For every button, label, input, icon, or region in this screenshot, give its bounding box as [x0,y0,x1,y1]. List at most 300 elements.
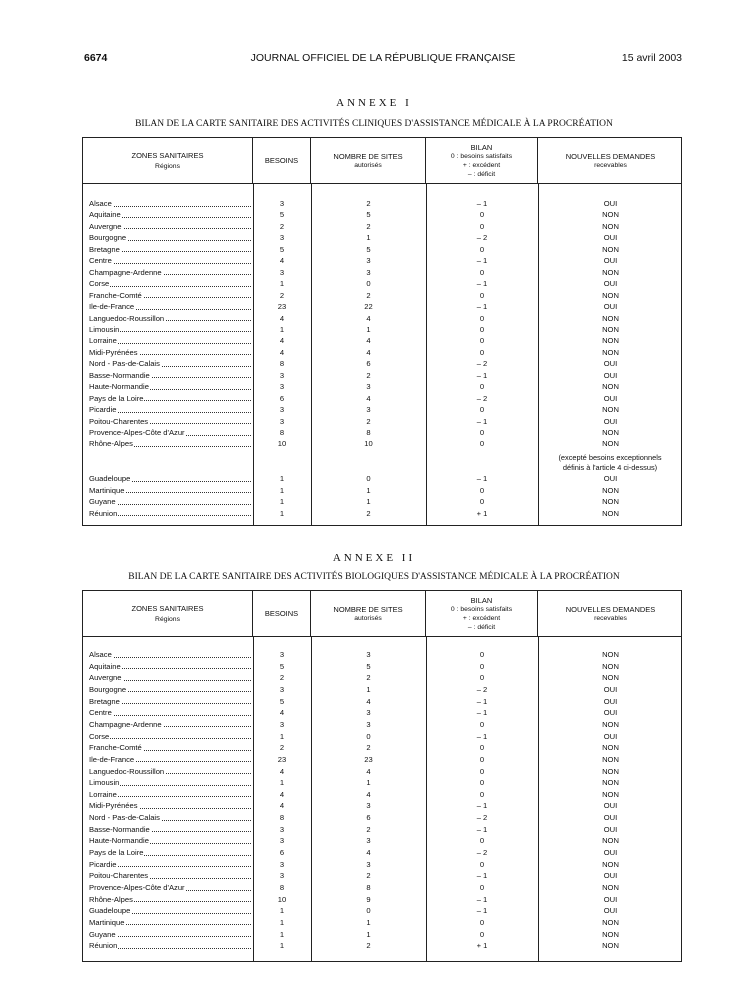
demandes-cell: NON [602,754,619,764]
demandes-cell: NON [602,650,619,659]
region-cell [89,473,251,485]
besoins-cell: 1 [279,485,285,495]
table-row [83,496,681,508]
header-demandes-line: NOUVELLES DEMANDES [565,604,656,614]
sites-cell: 9 [366,894,371,904]
region-cell [89,742,251,754]
demandes-cell: OUI [603,684,618,694]
table-row [83,894,681,906]
region-name: Franche-Comté [89,743,142,753]
annex-1-subtitle: BILAN DE LA CARTE SANITAIRE DES ACTIVITÉS CLINIQUES D'ASSISTANCE MÉDICALE À LA PROCRÉATION [135,119,613,129]
table-row [83,707,681,719]
dot-leader [89,738,251,739]
bilan-cell: – 1 [476,731,488,741]
besoins-cell: 1 [279,324,285,334]
demandes-cell: OUI [603,696,618,706]
besoins-cell: 3 [279,416,285,426]
table-row [83,427,681,439]
region-cell [89,335,251,347]
demandes-cell: OUI [603,871,618,881]
publication-date: 15 avril 2003 [621,52,682,64]
sites-cell: 5 [366,661,371,671]
sites-cell: 1 [366,684,371,694]
demandes-cell: NON [602,324,619,334]
region-name: Guadeloupe [89,474,131,483]
region-name: Limousin [89,778,120,788]
table-row [83,301,681,313]
demandes-cell: NON [602,267,619,277]
region-cell [89,754,251,766]
region-cell [89,661,251,673]
region-name: Guyane [89,929,116,939]
region-cell [89,859,251,871]
region-name: Limousin [89,324,120,334]
header-bilan [426,138,538,183]
bilan-cell: – 1 [476,302,488,312]
region-cell [89,221,251,233]
region-name: Bourgogne [89,233,127,243]
sites-cell: 1 [366,929,371,939]
region-cell [89,800,251,812]
besoins-cell: 1 [279,917,285,927]
annex-1-table [82,137,682,526]
besoins-cell: 3 [279,233,285,243]
sites-cell: 4 [366,313,371,323]
demandes-cell: NON [602,789,619,799]
besoins-cell: 5 [279,696,285,706]
region-name: Franche-Comté [89,290,142,300]
region-cell [89,684,251,696]
sites-cell: 6 [366,813,371,823]
table-row [83,370,681,382]
bilan-cell: + 1 [476,941,488,951]
demandes-cell: OUI [603,302,618,312]
region-cell [89,835,251,847]
region-cell [89,267,251,279]
exception-note-line: définis à l'article 4 ci-dessus) [562,463,658,472]
dot-leader [89,206,251,207]
demandes-cell: NON [602,673,619,683]
region-cell [89,929,251,941]
header-besoins [253,591,311,636]
table-row [83,347,681,359]
demandes-cell: OUI [603,731,618,741]
region-cell [89,301,251,313]
demandes-cell: NON [602,661,619,671]
region-cell [89,731,251,743]
besoins-cell: 2 [279,673,285,683]
sites-cell: 4 [366,766,371,776]
table-row [83,438,681,450]
header-demandes-line: recevables [594,614,627,622]
region-name: Haute-Normandie [89,382,149,392]
bilan-cell: – 1 [476,256,488,266]
header-demandes [538,138,683,183]
bilan-cell: – 1 [476,871,488,881]
region-name: Auvergne [89,673,122,683]
region-name: Languedoc-Roussillon [89,313,165,323]
header-sites-line: autorisés [354,614,382,622]
region-cell [89,696,251,708]
besoins-cell: 3 [279,824,285,834]
sites-cell: 3 [366,836,371,846]
dot-leader [89,715,251,716]
bilan-cell: 0 [479,439,485,449]
region-name: Centre [89,708,112,718]
header-zones [83,138,253,183]
dot-leader [89,657,251,658]
table-row [83,313,681,325]
table-row [83,416,681,428]
header-zones-line: ZONES SANITAIRES [131,603,204,613]
demandes-cell: OUI [603,474,618,483]
besoins-cell: 3 [279,859,285,869]
table-row [83,684,681,696]
sites-cell: 0 [366,279,371,289]
table-row [83,404,681,416]
bilan-cell: 0 [479,778,485,788]
sites-cell: 6 [366,359,371,369]
besoins-cell: 4 [279,336,285,346]
bilan-cell: – 2 [476,684,488,694]
demandes-cell: OUI [603,256,618,266]
region-name: Auvergne [89,221,122,231]
bilan-cell: – 1 [476,416,488,426]
region-name: Martinique [89,485,125,495]
sites-cell: 2 [366,290,371,300]
sites-cell: 3 [366,256,371,266]
besoins-cell: 3 [279,405,285,415]
besoins-cell: 3 [279,871,285,881]
header-zones [83,591,253,636]
header-besoins-line: BESOINS [264,609,299,618]
annex-2-table [82,590,682,962]
bilan-cell: 0 [479,661,485,671]
table-row [83,358,681,370]
region-name: Lorraine [89,336,117,346]
table-row [83,800,681,812]
header-zones-line: ZONES SANITAIRES [131,150,204,160]
besoins-cell: 4 [279,708,285,718]
region-name: Midi-Pyrénées [89,347,138,357]
table-row [83,335,681,347]
table-row [83,485,681,497]
bilan-cell: 0 [479,347,485,357]
demandes-cell: NON [602,405,619,415]
bilan-cell: – 1 [476,279,488,289]
region-name: Ile-de-France [89,754,135,764]
besoins-cell: 4 [279,313,285,323]
demandes-cell: OUI [603,359,618,369]
sites-cell: 2 [366,673,371,683]
demandes-cell: OUI [603,708,618,718]
region-name: Basse-Normandie [89,370,150,380]
sites-cell: 3 [366,650,371,659]
region-name: Midi-Pyrénées [89,801,138,811]
sites-cell: 23 [364,754,373,764]
sites-cell: 0 [366,731,371,741]
demandes-cell: OUI [603,848,618,858]
bilan-cell: 0 [479,221,485,231]
demandes-cell: OUI [603,233,618,243]
exception-note [538,453,682,473]
table-row [83,324,681,336]
header-demandes [538,591,683,636]
bilan-cell: – 2 [476,359,488,369]
region-name: Réunion [89,508,118,518]
region-cell [89,917,251,929]
bilan-cell: 0 [479,497,485,507]
region-cell [89,707,251,719]
bilan-cell: + 1 [476,508,488,518]
demandes-cell: NON [602,859,619,869]
table-row [83,473,681,485]
demandes-cell: NON [602,917,619,927]
bilan-cell: – 2 [476,848,488,858]
demandes-cell: OUI [603,894,618,904]
bilan-cell: – 1 [476,894,488,904]
sites-cell: 2 [366,416,371,426]
bilan-cell: – 1 [476,708,488,718]
sites-cell: 0 [366,474,371,483]
demandes-cell: OUI [603,906,618,916]
demandes-cell: NON [602,485,619,495]
besoins-cell: 4 [279,789,285,799]
sites-cell: 22 [364,302,373,312]
demandes-cell: NON [602,221,619,231]
table-row [83,766,681,778]
region-cell [89,847,251,859]
bilan-cell: – 1 [476,474,488,483]
bilan-cell: 0 [479,405,485,415]
sites-cell: 3 [366,405,371,415]
besoins-cell: 1 [279,778,285,788]
region-name: Lorraine [89,789,117,799]
sites-cell: 1 [366,233,371,243]
dot-leader [89,286,251,287]
region-name: Nord - Pas-de-Calais [89,359,160,369]
region-name: Rhône-Alpes [89,894,133,904]
region-name: Rhône-Alpes [89,439,133,449]
table-row [83,381,681,393]
bilan-cell: – 1 [476,824,488,834]
header-sites [311,138,426,183]
region-cell [89,905,251,917]
sites-cell: 3 [366,859,371,869]
sites-cell: 1 [366,324,371,334]
besoins-cell: 3 [279,382,285,392]
besoins-cell: 8 [279,883,285,892]
table-row [83,719,681,731]
table-row [83,221,681,233]
page-number: 6674 [84,52,108,64]
table-row [83,859,681,871]
besoins-cell: 4 [279,801,285,811]
demandes-cell: NON [602,290,619,300]
annex-2-subtitle: BILAN DE LA CARTE SANITAIRE DES ACTIVITÉS BIOLOGIQUES D'ASSISTANCE MÉDICALE À LA PROCRÉATION [128,572,620,582]
region-name: Haute-Normandie [89,836,149,846]
besoins-cell: 5 [279,244,285,254]
besoins-cell: 3 [279,836,285,846]
header-bilan [426,591,538,636]
table-row [83,789,681,801]
header-bilan-line: 0 : besoins satisfaits [450,152,513,160]
besoins-cell: 1 [279,474,285,483]
region-name: Poitou-Charentes [89,416,149,426]
header-bilan-line: + : excédent [462,614,501,622]
table-row [83,847,681,859]
region-cell [89,824,251,836]
region-cell [89,393,251,405]
sites-cell: 2 [366,221,371,231]
region-cell [89,370,251,382]
besoins-cell: 1 [279,279,285,289]
bilan-cell: 0 [479,428,485,437]
besoins-cell: 23 [277,754,287,764]
demandes-cell: NON [602,836,619,846]
region-cell [89,427,251,439]
bilan-cell: 0 [479,929,485,939]
region-cell [89,278,251,290]
header-bilan-line: 0 : besoins satisfaits [450,605,513,613]
bilan-cell: 0 [479,766,485,776]
table-row [83,824,681,836]
journal-title: JOURNAL OFFICIEL DE LA RÉPUBLIQUE FRANÇAISE [250,52,516,64]
demandes-cell: NON [602,382,619,392]
table-row [83,232,681,244]
header-zones-line: Régions [155,615,180,623]
bilan-cell: 0 [479,859,485,869]
demandes-cell: NON [602,743,619,753]
sites-cell: 2 [366,508,371,518]
bilan-cell: 0 [479,883,485,892]
region-cell [89,777,251,789]
region-name: Bretagne [89,244,120,254]
sites-cell: 3 [366,708,371,718]
exception-note-line: (excepté besoins exceptionnels [558,453,662,462]
bilan-cell: 0 [479,382,485,392]
region-name: Alsace [89,199,112,208]
region-name: Alsace [89,650,112,659]
table-row [83,661,681,673]
region-name: Ile-de-France [89,302,135,312]
region-name: Bretagne [89,696,120,706]
besoins-cell: 10 [277,439,287,449]
besoins-cell: 1 [279,906,285,916]
region-cell [89,719,251,731]
region-name: Centre [89,256,112,266]
besoins-cell: 8 [279,428,285,437]
table-row [83,940,681,952]
table-row [83,812,681,824]
besoins-cell: 2 [279,221,285,231]
demandes-cell: NON [602,929,619,939]
table-row [83,929,681,941]
region-cell [89,381,251,393]
header-besoins-line: BESOINS [264,156,299,165]
bilan-cell: 0 [479,336,485,346]
sites-cell: 3 [366,382,371,392]
table-row [83,672,681,684]
region-name: Provence-Alpes-Côte d'Azur [89,883,185,892]
region-cell [89,649,251,661]
bilan-cell: – 1 [476,370,488,380]
besoins-cell: 3 [279,370,285,380]
region-cell [89,244,251,256]
region-name: Picardie [89,405,117,415]
header-bilan-line: BILAN [470,142,493,152]
sites-cell: 4 [366,848,371,858]
region-cell [89,313,251,325]
region-name: Pays de la Loire [89,848,144,858]
besoins-cell: 3 [279,267,285,277]
sites-cell: 2 [366,743,371,753]
region-cell [89,255,251,267]
sites-cell: 5 [366,210,371,220]
besoins-cell: 4 [279,347,285,357]
bilan-cell: 0 [479,267,485,277]
table-row [83,917,681,929]
sites-cell: 0 [366,906,371,916]
region-name: Basse-Normandie [89,824,150,834]
sites-cell: 3 [366,267,371,277]
region-cell [89,882,251,894]
region-name: Picardie [89,859,117,869]
table-row [83,696,681,708]
sites-cell: 2 [366,941,371,951]
page-header [84,52,682,66]
region-cell [89,789,251,801]
region-name: Guyane [89,497,116,507]
besoins-cell: 1 [279,508,285,518]
bilan-cell: – 1 [476,906,488,916]
demandes-cell: NON [602,244,619,254]
table-header [83,138,681,184]
region-cell [89,404,251,416]
sites-cell: 2 [366,824,371,834]
region-name: Nord - Pas-de-Calais [89,813,160,823]
besoins-cell: 5 [279,661,285,671]
demandes-cell: OUI [603,801,618,811]
bilan-cell: 0 [479,789,485,799]
sites-cell: 4 [366,696,371,706]
bilan-cell: 0 [479,244,485,254]
bilan-cell: – 1 [476,696,488,706]
besoins-cell: 2 [279,290,285,300]
demandes-cell: NON [602,439,619,449]
besoins-cell: 8 [279,359,285,369]
dot-leader [89,263,251,264]
bilan-cell: – 2 [476,813,488,823]
header-besoins [253,138,311,183]
region-name: Provence-Alpes-Côte d'Azur [89,428,185,437]
region-name: Aquitaine [89,210,121,220]
demandes-cell: OUI [603,813,618,823]
region-cell [89,870,251,882]
besoins-cell: 8 [279,813,285,823]
region-name: Poitou-Charentes [89,871,149,881]
region-cell [89,416,251,428]
sites-cell: 4 [366,336,371,346]
besoins-cell: 3 [279,199,285,208]
table-row [83,393,681,405]
region-name: Languedoc-Roussillon [89,766,165,776]
besoins-cell: 4 [279,766,285,776]
region-cell [89,496,251,508]
demandes-cell: NON [602,347,619,357]
demandes-cell: NON [602,883,619,892]
header-bilan-line: – : déficit [467,623,496,631]
